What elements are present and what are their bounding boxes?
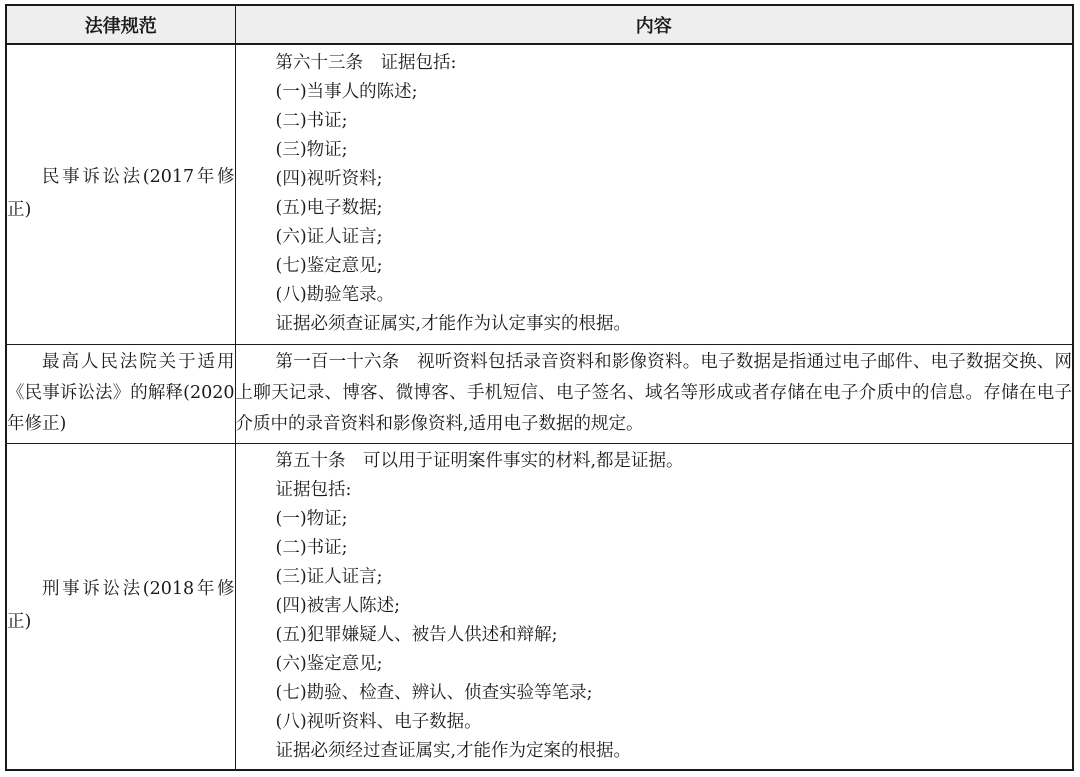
- header-content: 内容: [235, 5, 1073, 44]
- law-comparison-table: [5, 4, 1074, 771]
- content-line: (五)电子数据;: [275, 198, 383, 219]
- content-line: 证据必须经过查证属实,才能作为定案的根据。: [275, 740, 632, 761]
- content-line: 第六十三条 证据包括:: [275, 53, 457, 74]
- table-row: [6, 344, 1073, 443]
- content-cell: [235, 44, 1073, 344]
- content-line: (六)证人证言;: [275, 227, 383, 248]
- law-name-cell: 民事诉讼法(2017年修正): [6, 44, 235, 344]
- content-line: 第五十条 可以用于证明案件事实的材料,都是证据。: [275, 450, 684, 471]
- table-row: [6, 443, 1073, 770]
- content-paragraph: 第一百一十六条 视听资料包括录音资料和影像资料。电子数据是指通过电子邮件、电子数据交换、网上聊天记录、博客、微博客、手机短信、电子签名、域名等形成或者存储在电子介质中的信息。存储在电子介质中的录音资料和影像资料,适用电子数据的规定。: [235, 352, 1072, 434]
- content-line: (六)鉴定意见;: [275, 653, 383, 674]
- content-line: 证据必须查证属实,才能作为认定事实的根据。: [275, 314, 632, 335]
- table-row: [6, 44, 1073, 344]
- header-law: 法律规范: [6, 5, 235, 44]
- content-line: (一)物证;: [275, 508, 348, 529]
- content-line: (八)勘验笔录。: [275, 285, 395, 306]
- content-line: (三)证人证言;: [275, 566, 383, 587]
- content-line: (二)书证;: [275, 111, 348, 132]
- content-line: (七)勘验、检查、辨认、侦查实验等笔录;: [275, 682, 593, 703]
- content-line: 证据包括:: [275, 479, 352, 500]
- content-line: (二)书证;: [275, 537, 348, 558]
- table-header-row: [6, 5, 1073, 44]
- content-cell: [235, 344, 1073, 443]
- content-line: (四)被害人陈述;: [275, 595, 401, 616]
- content-line: (五)犯罪嫌疑人、被告人供述和辩解;: [275, 624, 558, 645]
- content-line: (一)当事人的陈述;: [275, 82, 418, 103]
- law-name-cell: 刑事诉讼法(2018年修正): [6, 443, 235, 770]
- content-cell: [235, 443, 1073, 770]
- content-line: (八)视听资料、电子数据。: [275, 711, 482, 732]
- content-line: (七)鉴定意见;: [275, 256, 383, 277]
- law-name-cell: 最高人民法院关于适用《民事诉讼法》的解释(2020年修正): [6, 344, 235, 443]
- content-line: (三)物证;: [275, 140, 348, 161]
- content-line: (四)视听资料;: [275, 169, 383, 190]
